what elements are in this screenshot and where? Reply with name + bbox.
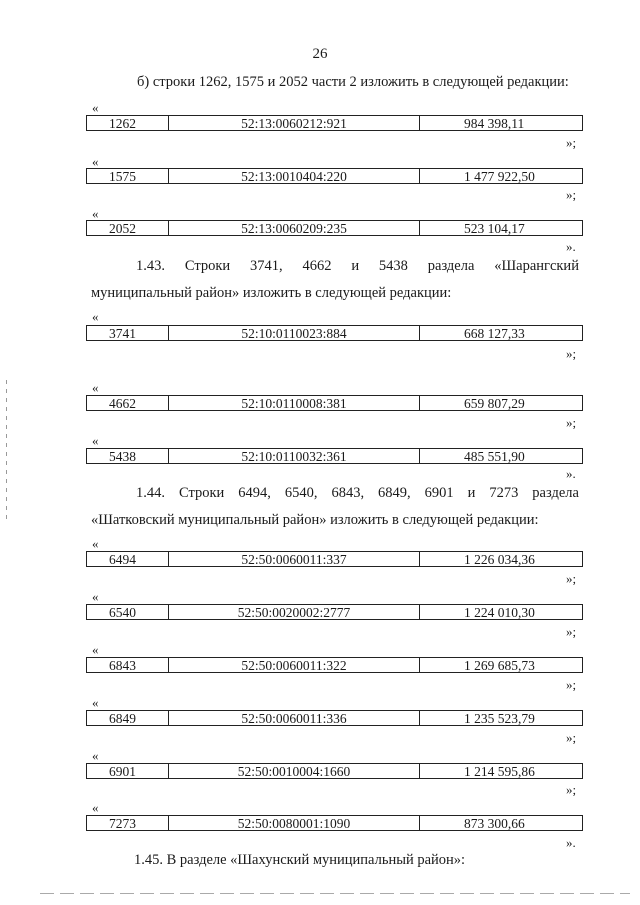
cadastral-value: 1 235 523,79 xyxy=(464,711,535,726)
quote-open: « xyxy=(92,536,99,551)
quote-close: »; xyxy=(566,346,577,361)
quote-close: »; xyxy=(566,730,577,745)
quote-close: »; xyxy=(566,782,577,797)
word: раздела xyxy=(532,485,579,501)
quote-open: « xyxy=(92,309,99,324)
cadastral-number: 52:50:0080001:1090 xyxy=(169,816,420,830)
cadastral-number: 52:50:0010004:1660 xyxy=(169,764,420,778)
section-144-line1 xyxy=(136,484,579,502)
cadastral-number: 52:50:0060011:322 xyxy=(169,658,420,672)
quote-close: ». xyxy=(566,835,576,850)
scan-margin-mark xyxy=(6,380,7,520)
word: «Шарангский xyxy=(494,258,579,274)
word: раздела xyxy=(427,258,475,274)
quote-open: « xyxy=(92,748,99,763)
cadastral-value: 1 226 034,36 xyxy=(464,552,535,567)
cadastral-value: 873 300,66 xyxy=(464,816,525,831)
word: 5438 xyxy=(378,258,408,274)
row-number: 6901 xyxy=(87,764,169,778)
cadastral-value: 523 104,17 xyxy=(464,221,525,236)
quote-open: « xyxy=(92,642,99,657)
table-row xyxy=(86,325,583,341)
word: 6540, xyxy=(284,485,318,501)
quote-close: »; xyxy=(566,571,577,586)
word: 1.43. xyxy=(136,258,165,274)
row-number: 4662 xyxy=(87,396,169,410)
word: 6849, xyxy=(378,485,411,501)
table-row xyxy=(86,763,583,779)
cadastral-value: 1 214 595,86 xyxy=(464,764,535,779)
word: 6843, xyxy=(331,485,365,501)
quote-open: « xyxy=(92,380,99,395)
word: 1.44. xyxy=(136,485,165,501)
table-row xyxy=(86,657,583,673)
row-number: 2052 xyxy=(87,221,169,235)
row-number: 6494 xyxy=(87,552,169,566)
row-number: 6843 xyxy=(87,658,169,672)
word: 6901 xyxy=(424,485,454,501)
intro-paragraph: б) строки 1262, 1575 и 2052 части 2 изложить в следующей редакции: xyxy=(137,74,569,90)
table-row xyxy=(86,168,583,184)
table-row xyxy=(86,815,583,831)
row-number: 1262 xyxy=(87,116,169,130)
section-143-line1 xyxy=(136,257,579,275)
word: и xyxy=(467,485,476,501)
quote-open: « xyxy=(92,206,99,221)
cadastral-value: 659 807,29 xyxy=(464,396,525,411)
cadastral-number: 52:50:0060011:336 xyxy=(169,711,420,725)
table-row xyxy=(86,551,583,567)
word: 7273 xyxy=(489,485,519,501)
row-number: 5438 xyxy=(87,449,169,463)
quote-close: »; xyxy=(566,135,577,150)
cadastral-value: 1 269 685,73 xyxy=(464,658,535,673)
cadastral-number: 52:10:0110008:381 xyxy=(169,396,420,410)
word: и xyxy=(351,258,360,274)
word: 4662 xyxy=(302,258,332,274)
cadastral-number: 52:10:0110032:361 xyxy=(169,449,420,463)
cadastral-value: 1 224 010,30 xyxy=(464,605,535,620)
table-row xyxy=(86,710,583,726)
cadastral-number: 52:13:0060212:921 xyxy=(169,116,420,130)
word: 3741, xyxy=(250,258,283,274)
quote-close: ». xyxy=(566,466,576,481)
row-number: 6540 xyxy=(87,605,169,619)
word: Строки xyxy=(184,258,231,274)
section-143-line2: муниципальный район» изложить в следующей редакции: xyxy=(91,285,452,301)
quote-close: »; xyxy=(566,187,577,202)
cadastral-value: 984 398,11 xyxy=(464,116,525,131)
quote-open: « xyxy=(92,695,99,710)
cadastral-number: 52:50:0020002:2777 xyxy=(169,605,420,619)
word: Строки xyxy=(178,485,225,501)
cadastral-number: 52:50:0060011:337 xyxy=(169,552,420,566)
cadastral-number: 52:13:0060209:235 xyxy=(169,221,420,235)
section-144-line2: «Шатковский муниципальный район» изложить в следующей редакции: xyxy=(91,512,539,528)
cadastral-value: 485 551,90 xyxy=(464,449,525,464)
table-row xyxy=(86,395,583,411)
cadastral-number: 52:13:0010404:220 xyxy=(169,169,420,183)
section-145-heading: 1.45. В разделе «Шахунский муниципальный район»: xyxy=(134,852,466,868)
quote-close: »; xyxy=(566,677,577,692)
row-number: 7273 xyxy=(87,816,169,830)
cadastral-number: 52:10:0110023:884 xyxy=(169,326,420,340)
row-number: 1575 xyxy=(87,169,169,183)
quote-open: « xyxy=(92,100,99,115)
quote-close: »; xyxy=(566,624,577,639)
quote-open: « xyxy=(92,154,99,169)
cadastral-value: 668 127,33 xyxy=(464,326,525,341)
word: 6494, xyxy=(238,485,271,501)
table-row xyxy=(86,220,583,236)
row-number: 6849 xyxy=(87,711,169,725)
quote-open: « xyxy=(92,433,99,448)
quote-close: »; xyxy=(566,415,577,430)
table-row xyxy=(86,448,583,464)
quote-open: « xyxy=(92,589,99,604)
quote-open: « xyxy=(92,800,99,815)
row-number: 3741 xyxy=(87,326,169,340)
table-row xyxy=(86,604,583,620)
page-number: 26 xyxy=(312,46,328,62)
cadastral-value: 1 477 922,50 xyxy=(464,169,535,184)
quote-close: ». xyxy=(566,239,576,254)
table-row xyxy=(86,115,583,131)
scan-bottom-mark xyxy=(40,893,630,894)
